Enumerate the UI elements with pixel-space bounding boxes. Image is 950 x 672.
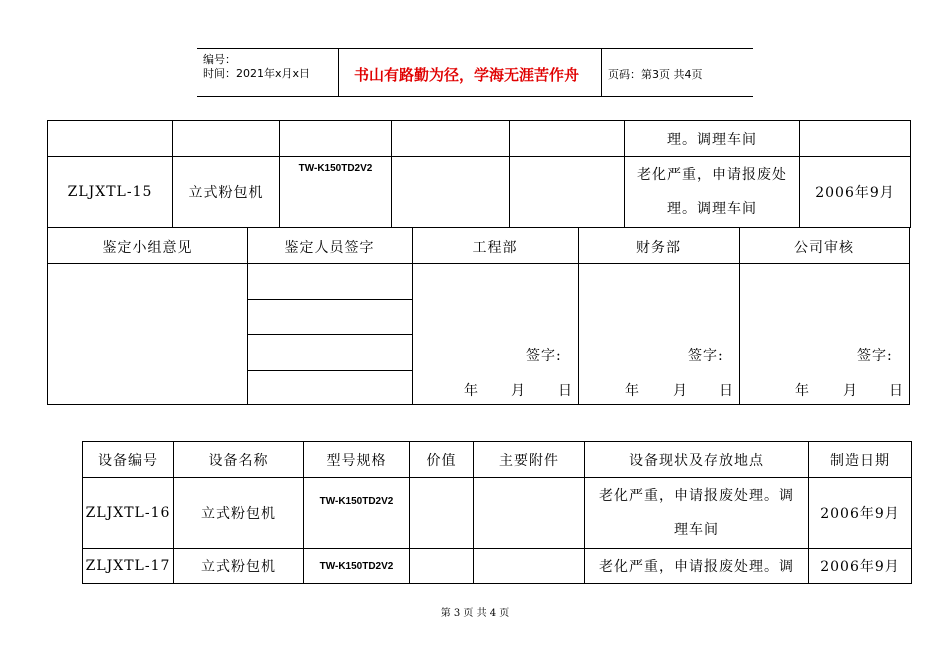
manufacture-date: 2006年9月 <box>809 549 912 584</box>
cell <box>800 121 911 157</box>
year-label: 年 <box>795 383 810 399</box>
col-header-name: 设备名称 <box>174 442 304 478</box>
col-header-value: 价值 <box>410 442 474 478</box>
header-bottom-rule <box>197 96 753 97</box>
table-row <box>48 121 911 157</box>
approval-header-rule <box>48 263 909 264</box>
header-divider-left <box>338 48 339 96</box>
value-cell <box>410 549 474 584</box>
sign-row-rule <box>247 370 412 371</box>
page-code: 页码：第3页 共4页 <box>608 68 703 81</box>
header-committee-opinion: 鉴定小组意见 <box>102 240 193 256</box>
equipment-id: ZLJXTL-16 <box>83 478 174 549</box>
cell <box>510 121 625 157</box>
manufacture-date: 2006年9月 <box>809 478 912 549</box>
cell <box>392 121 510 157</box>
status-cell: 老化严重，申请报废处理。调 <box>585 549 809 584</box>
month-label: 月 <box>843 383 858 399</box>
value-cell <box>410 478 474 549</box>
day-label: 日 <box>558 383 573 399</box>
month-label: 月 <box>511 383 526 399</box>
accessory-cell <box>510 157 625 228</box>
status-line: 理。调理车间 <box>667 201 757 217</box>
col-header-accessories: 主要附件 <box>474 442 585 478</box>
status-line: 老化严重，申请报废处 <box>637 167 787 183</box>
manufacture-date: 2006年9月 <box>800 157 911 228</box>
table-header-row <box>83 442 912 478</box>
year-label: 年 <box>464 383 479 399</box>
serial-label: 编号： <box>203 53 236 66</box>
equipment-id: ZLJXTL-17 <box>83 549 174 584</box>
header-appraiser-signature: 鉴定人员签字 <box>284 240 375 256</box>
page-footer: 第 3 页 共 4 页 <box>440 608 510 619</box>
sign-row-rule <box>247 334 412 335</box>
status-line: 理车间 <box>674 522 719 538</box>
col-header-date: 制造日期 <box>809 442 912 478</box>
table-row <box>83 478 912 549</box>
col-header-id: 设备编号 <box>83 442 174 478</box>
equipment-id: ZLJXTL-15 <box>48 157 173 228</box>
accessory-cell <box>474 478 585 549</box>
col-header-model: 型号规格 <box>304 442 410 478</box>
cell <box>48 121 173 157</box>
table-row <box>83 549 912 584</box>
time-label: 时间：2021年x月x日 <box>203 67 311 80</box>
col-header-status: 设备现状及存放地点 <box>585 442 809 478</box>
equipment-table-2 <box>82 441 912 584</box>
value-cell <box>392 157 510 228</box>
status-cell: 理。调理车间 <box>625 121 800 157</box>
status-cell <box>625 157 800 228</box>
sign-label-company: 签字: <box>857 348 893 364</box>
cell <box>173 121 280 157</box>
year-label: 年 <box>625 383 640 399</box>
cell <box>280 121 392 157</box>
sign-label-finance: 签字: <box>688 348 724 364</box>
status-cell <box>585 478 809 549</box>
header-engineering-dept: 工程部 <box>472 240 518 256</box>
sign-label-engineering: 签字: <box>526 348 562 364</box>
header-finance-dept: 财务部 <box>636 240 681 256</box>
day-label: 日 <box>889 383 904 399</box>
model-spec: TW-K150TD2V2 <box>280 157 392 228</box>
sign-row-rule <box>247 299 412 300</box>
model-spec: TW-K150TD2V2 <box>304 478 410 549</box>
header-top-rule <box>197 48 753 49</box>
day-label: 日 <box>719 383 734 399</box>
header-company-review: 公司审核 <box>794 240 854 256</box>
equipment-name: 立式粉包机 <box>173 157 280 228</box>
equipment-name: 立式粉包机 <box>174 478 304 549</box>
status-line: 老化严重，申请报废处理。调 <box>599 488 794 504</box>
month-label: 月 <box>673 383 688 399</box>
table-row <box>48 157 911 228</box>
accessory-cell <box>474 549 585 584</box>
motto: 书山有路勤为径，学海无涯苦作舟 <box>354 66 580 84</box>
equipment-name: 立式粉包机 <box>174 549 304 584</box>
model-spec: TW-K150TD2V2 <box>304 549 410 584</box>
approval-section <box>47 227 910 405</box>
equipment-table-1 <box>47 120 911 228</box>
header-divider-right <box>601 48 602 96</box>
